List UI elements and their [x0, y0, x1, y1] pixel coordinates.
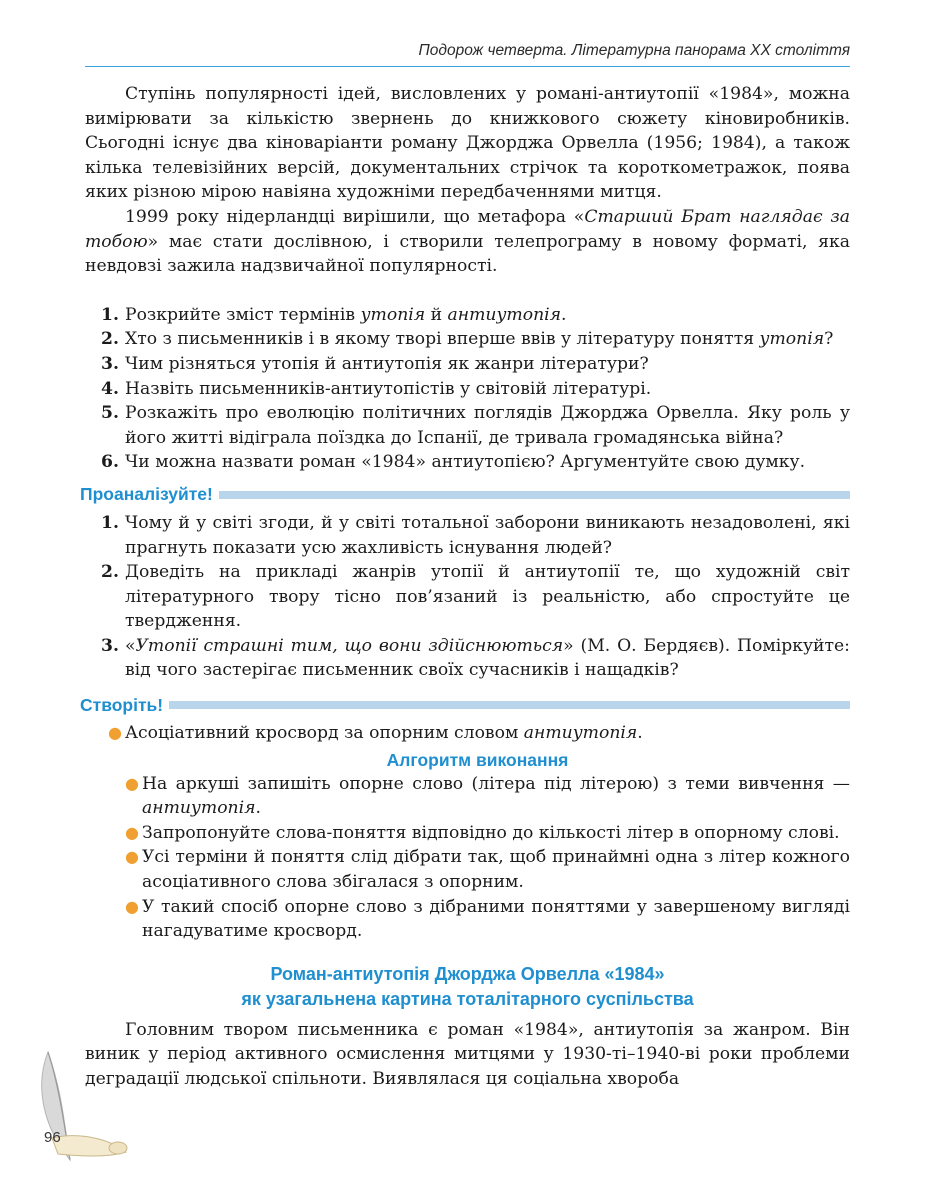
- chapter-title: [85, 962, 850, 1012]
- algorithm-step: [85, 845, 850, 894]
- question-text: Назвіть письменників-антиутопістів у світовій літературі.: [125, 378, 652, 399]
- analyze-text: Чому й у світі згоди, й у світі тотальної заборони виникають незадоволені, які прагнуть показати усю жахливість існування людей?: [125, 512, 850, 558]
- term: утопія: [759, 329, 825, 350]
- text-run: » (М. О. Бердяєв). Поміркуйте: від чого застерігає письменник своїх сучасників і нащадків?: [125, 635, 850, 681]
- question-text: Розкажіть про еволюцію політичних поглядів Джорджа Орвелла. Яку роль у його житті відіграла поїздка до Іспанії, де тривала громадянська війна?: [125, 403, 850, 448]
- algorithm-step: [85, 895, 850, 944]
- question-text: Чи можна назвати роман «1984» антиутопією? Аргументуйте свою думку.: [125, 452, 806, 473]
- create-title: Створіть!: [80, 694, 164, 715]
- text-run: .: [255, 798, 261, 819]
- text-run: «: [125, 635, 136, 656]
- algorithm-title: Алгоритм виконання: [386, 749, 569, 770]
- chapter-title-line-2: як узагальнена картина тоталітарного суспільства: [241, 988, 694, 1009]
- analyze-section-header: [80, 483, 850, 507]
- bullet-icon: ●: [125, 847, 139, 867]
- create-section-header: [80, 693, 850, 717]
- analyze-number: 2.: [101, 562, 119, 583]
- question-item: [85, 352, 850, 377]
- bullet-icon: ●: [125, 896, 139, 916]
- text-run: .: [637, 723, 643, 744]
- text-run: .: [561, 304, 567, 325]
- text-run: Розкрийте зміст термінів: [125, 304, 361, 325]
- step-text: У такий спосіб опорне слово з дібраними поняттями у завершеному вигляді нагадуватиме кросворд.: [142, 896, 850, 942]
- chapter-paragraph-1: Головним твором письменника є роман «1984», антиутопія за жанром. Він виник у період активного осмислення митцями у 1930-ті–1940-ві роки проблеми деградації людської спільноти. Виявлялася ця соціальна хвороба: [85, 1019, 850, 1089]
- text-run: 1999 року нідерландці вирішили, що метафора «: [125, 206, 585, 227]
- running-title: Подорож четверта. Літературна панорама XX століття: [418, 42, 850, 59]
- question-item: [85, 377, 850, 402]
- question-item: [85, 303, 850, 328]
- bullet-icon: ●: [125, 822, 139, 842]
- term: антиутопія: [447, 304, 562, 325]
- text-run: Хто з письменників і в якому творі вперше ввів у літературу поняття: [125, 329, 760, 350]
- create-task: [85, 721, 850, 746]
- question-item: [85, 327, 850, 352]
- text-run: На аркуші запишіть опорне слово (літера під літерою) з теми вивчення —: [142, 773, 850, 794]
- questions-list: [85, 303, 850, 475]
- italic-quote: Старший Брат наглядає за тобою: [85, 206, 851, 252]
- page-content: [80, 82, 851, 1092]
- chapter-title-line-1: Роман-антиутопія Джорджа Орвелла «1984»: [270, 963, 665, 984]
- question-item: [85, 450, 850, 475]
- italic-quote: Утопії страшні тим, що вони здійснюються: [135, 635, 564, 656]
- analyze-item: [85, 511, 850, 560]
- bullet-icon: ●: [125, 773, 139, 793]
- analyze-number: 3.: [101, 635, 119, 656]
- question-number: 3.: [101, 353, 119, 374]
- algorithm-steps: [85, 772, 850, 944]
- intro-paragraph-2: [85, 205, 850, 279]
- section-divider-bar: [219, 491, 850, 499]
- text-run: Асоціативний кросворд за опорним словом: [125, 723, 524, 744]
- algorithm-step: [85, 772, 850, 821]
- analyze-number: 1.: [101, 512, 119, 533]
- page-number: 96: [44, 1129, 61, 1146]
- step-text: Усі терміни й поняття слід дібрати так, щоб принаймні одна з літер кожного асоціативного слова збігалася з опорним.: [142, 847, 850, 893]
- question-number: 5.: [101, 403, 119, 424]
- step-text: Запропонуйте слова-поняття відповідно до кількості літер в опорному слові.: [142, 822, 840, 843]
- question-text: Чим різняться утопія й антиутопія як жанри літератури?: [125, 353, 649, 374]
- analyze-text: Доведіть на прикладі жанрів утопії й антиутопії те, що художній світ літературного твору тісно пов’язаний із реальністю, або спростуйте це твердження.: [125, 562, 850, 632]
- term: утопія: [360, 304, 426, 325]
- question-item: [85, 401, 850, 450]
- feather-quill-icon: [18, 1042, 138, 1172]
- question-number: 2.: [101, 329, 119, 350]
- section-divider-bar: [169, 701, 850, 709]
- term: антиутопія: [142, 798, 256, 819]
- algorithm-step: [85, 821, 850, 846]
- question-number: 4.: [101, 378, 119, 399]
- analyze-item: [85, 634, 850, 683]
- question-number: 6.: [101, 452, 119, 473]
- running-header: [85, 38, 850, 67]
- term: антиутопія: [523, 723, 638, 744]
- analyze-list: [85, 511, 850, 683]
- text-run: й: [425, 304, 448, 325]
- analyze-title: Проаналізуйте!: [80, 484, 213, 505]
- intro-paragraph-1: Ступінь популярності ідей, висловлених у романі-антиутопії «1984», можна вимірювати за кількістю звернень до книжкового сюжету кіновиробників. Сьогодні існує два кіноваріанти роману Джорджа Орвелла (1956; 1984), а також кілька телевізійних версій, документальних стрічок та короткометражок, поява яких різною мірою навіяна художніми передбаченнями митця.: [85, 84, 850, 203]
- text-run: ?: [824, 329, 834, 350]
- question-number: 1.: [101, 304, 119, 325]
- text-run: » має стати дослівною, і створили телепрограму в новому форматі, яка невдовзі зажила надзвичайної популярності.: [85, 231, 850, 277]
- bullet-icon: ●: [108, 723, 122, 743]
- analyze-item: [85, 560, 850, 634]
